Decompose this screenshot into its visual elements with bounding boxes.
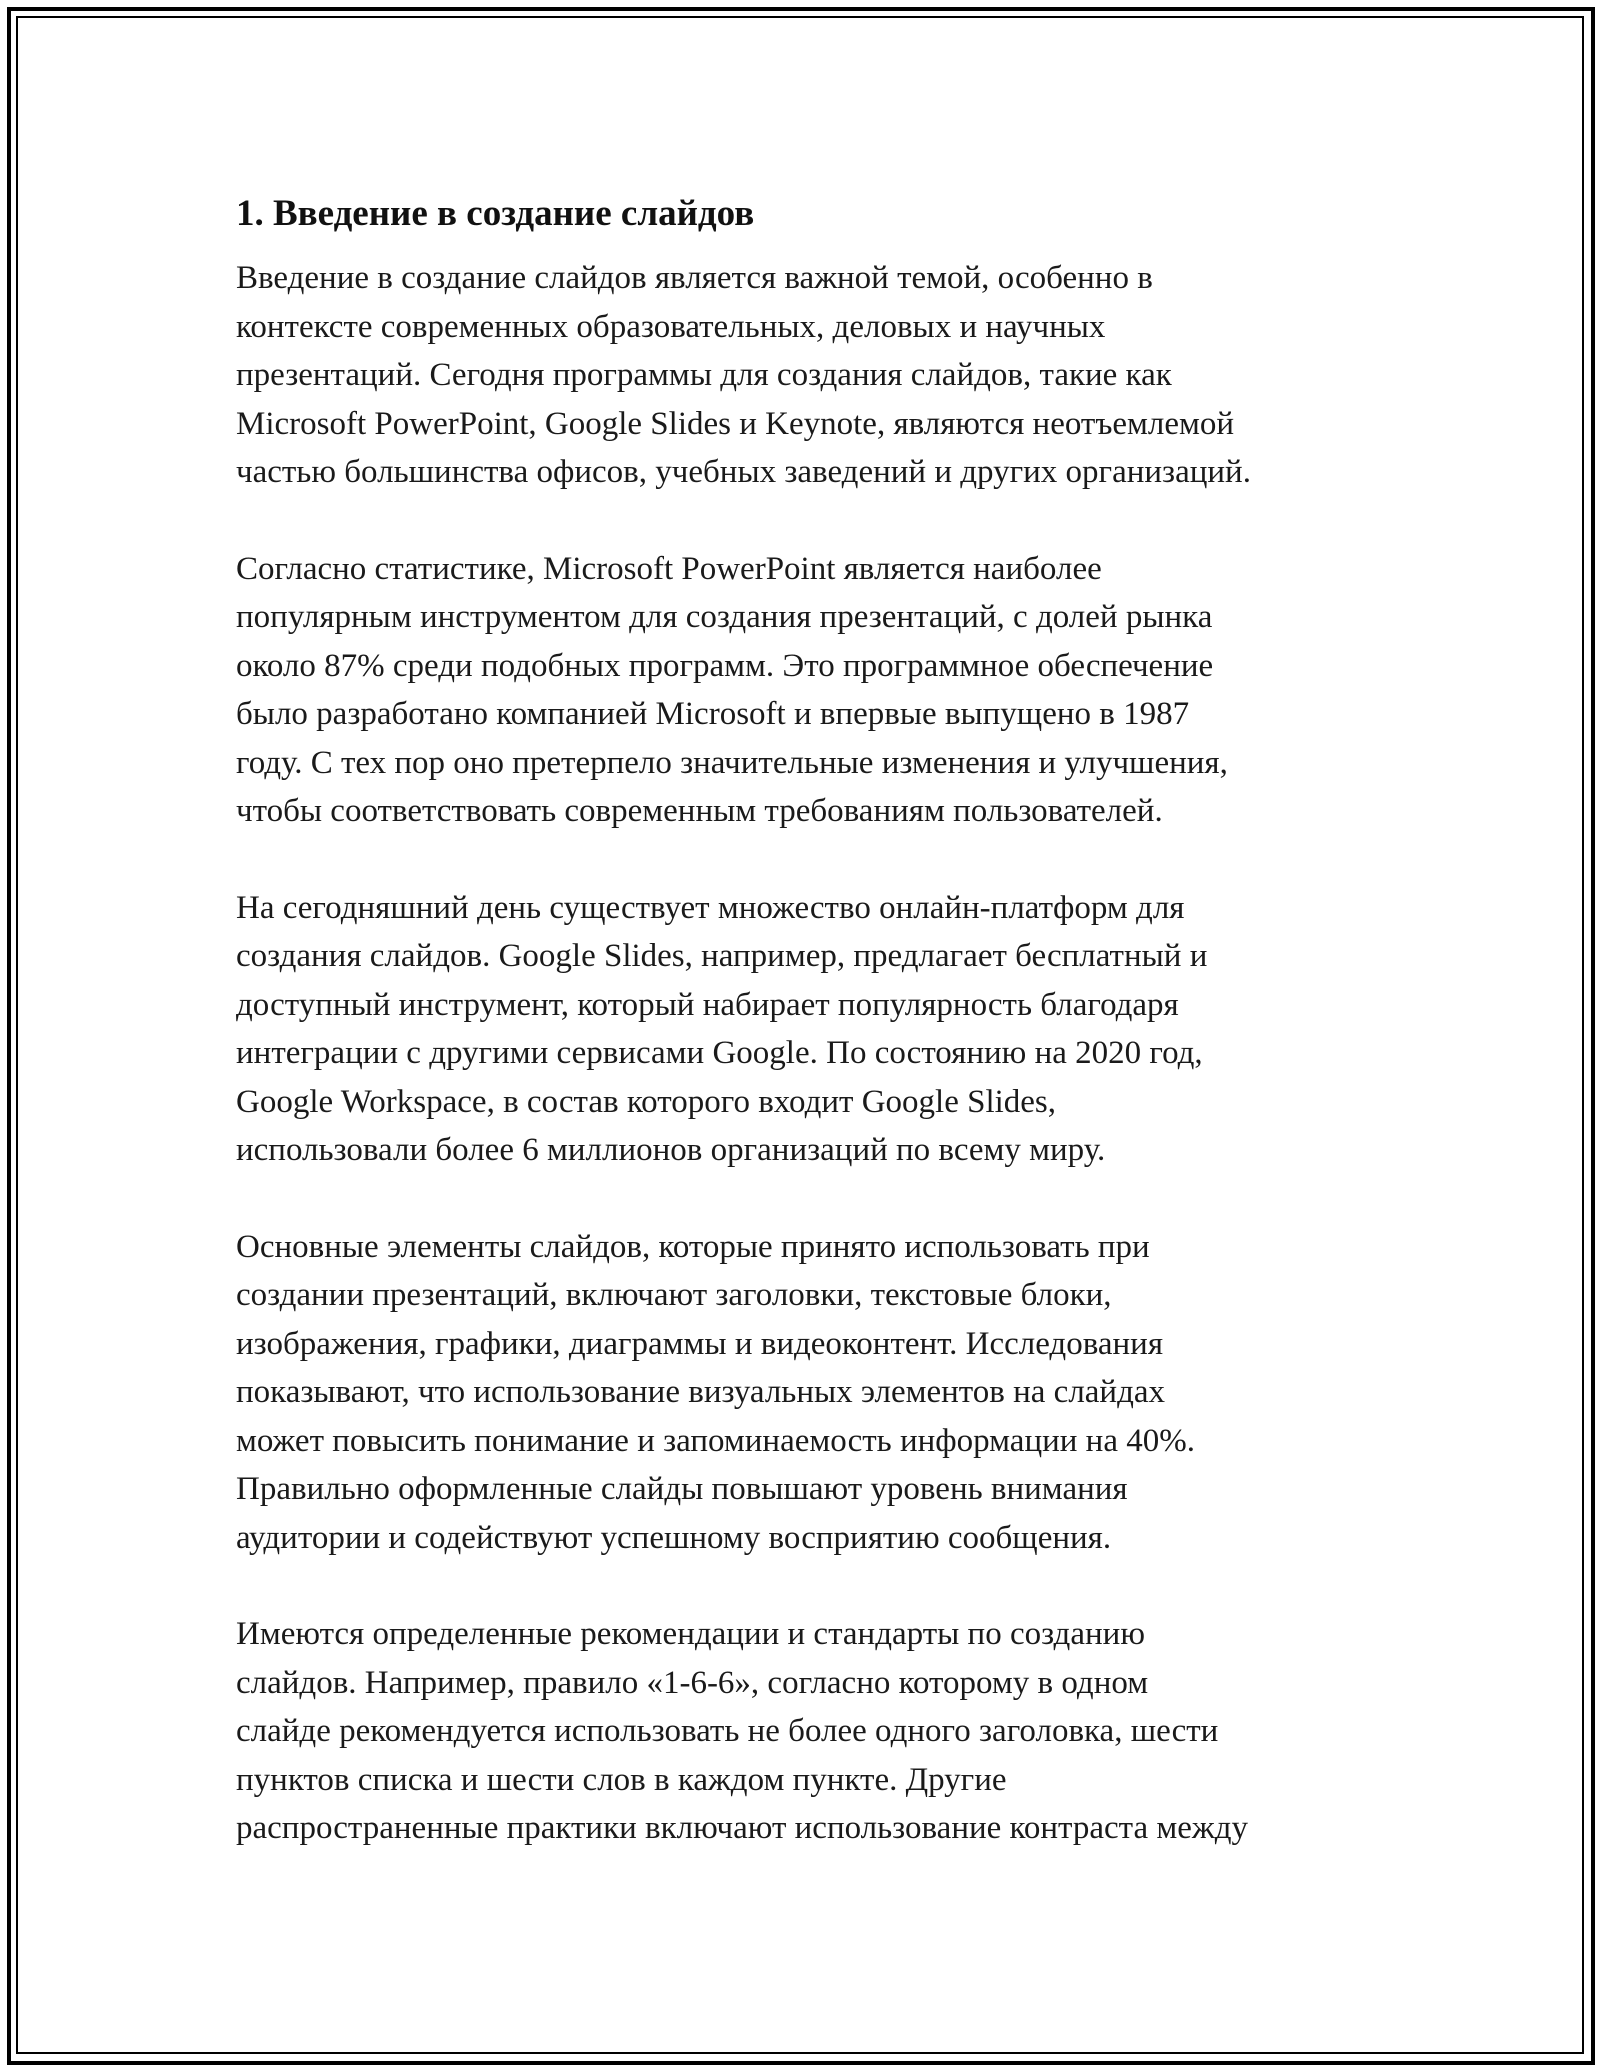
text-line: создания слайдов. Google Slides, например, предлагает бесплатный и (236, 938, 1208, 974)
text-line: Google Workspace, в состав которого входит Google Slides, (236, 1083, 1057, 1120)
text-line: презентаций. Сегодня программы для создания слайдов, такие как (236, 357, 1172, 393)
text-line: показывают, что использование визуальных элементов на слайдах (236, 1374, 1166, 1410)
text-line: Правильно оформленные слайды повышают уровень внимания (236, 1471, 1128, 1507)
text-line: интеграции с другими сервисами Google. По состоянию на 2020 год, (236, 1035, 1203, 1071)
text-line: популярным инструментом для создания презентаций, с долей рынка (236, 599, 1213, 635)
text-line: может повысить понимание и запоминаемость информации на 40%. (236, 1422, 1195, 1459)
text-line: Имеются определенные рекомендации и стандарты по созданию (236, 1616, 1145, 1652)
text-line: слайде рекомендуется использовать не более одного заголовка, шести (236, 1713, 1219, 1749)
text-line: доступный инструмент, который набирает популярность благодаря (236, 986, 1179, 1023)
paragraph-online-platforms (236, 884, 1396, 1175)
paragraph-statistics (236, 545, 1396, 836)
text-line: чтобы соответствовать современным требованиям пользователей. (236, 793, 1163, 829)
text-line: контексте современных образовательных, деловых и научных (236, 308, 1106, 345)
text-line: создании презентаций, включают заголовки, текстовые блоки, (236, 1277, 1112, 1313)
text-line: Microsoft PowerPoint, Google Slides и Keynote, являются неотъемлемой (236, 405, 1235, 442)
text-line: Введение в создание слайдов является важной темой, особенно в (236, 260, 1153, 296)
document-body (236, 188, 1396, 1901)
text-line: распространенные практики включают использование контраста между (236, 1810, 1249, 1846)
paragraph-recommendations (236, 1610, 1396, 1853)
text-line: году. С тех пор оно претерпело значительные изменения и улучшения, (236, 744, 1228, 781)
text-line: Основные элементы слайдов, которые принято использовать при (236, 1228, 1150, 1265)
paragraph-slide-elements (236, 1223, 1396, 1563)
text-line: частью большинства офисов, учебных заведений и других организаций. (236, 454, 1251, 490)
text-line: около 87% среди подобных программ. Это программное обеспечение (236, 647, 1214, 684)
section-heading: 1. Введение в создание слайдов (236, 193, 755, 234)
text-line: изображения, графики, диаграммы и видеоконтент. Исследования (236, 1325, 1163, 1362)
text-line: пунктов списка и шести слов в каждом пункте. Другие (236, 1761, 1007, 1798)
text-line: использовали более 6 миллионов организаций по всему миру. (236, 1132, 1106, 1168)
text-line: слайдов. Например, правило «1-6-6», согласно которому в одном (236, 1664, 1149, 1701)
text-line: На сегодняшний день существует множество онлайн-платформ для (236, 889, 1185, 926)
text-line: Согласно статистике, Microsoft PowerPoint является наиболее (236, 550, 1102, 587)
text-line: аудитории и содействуют успешному восприятию сообщения. (236, 1519, 1112, 1556)
paragraph-intro (236, 254, 1396, 497)
text-line: было разработано компанией Microsoft и впервые выпущено в 1987 (236, 696, 1190, 732)
